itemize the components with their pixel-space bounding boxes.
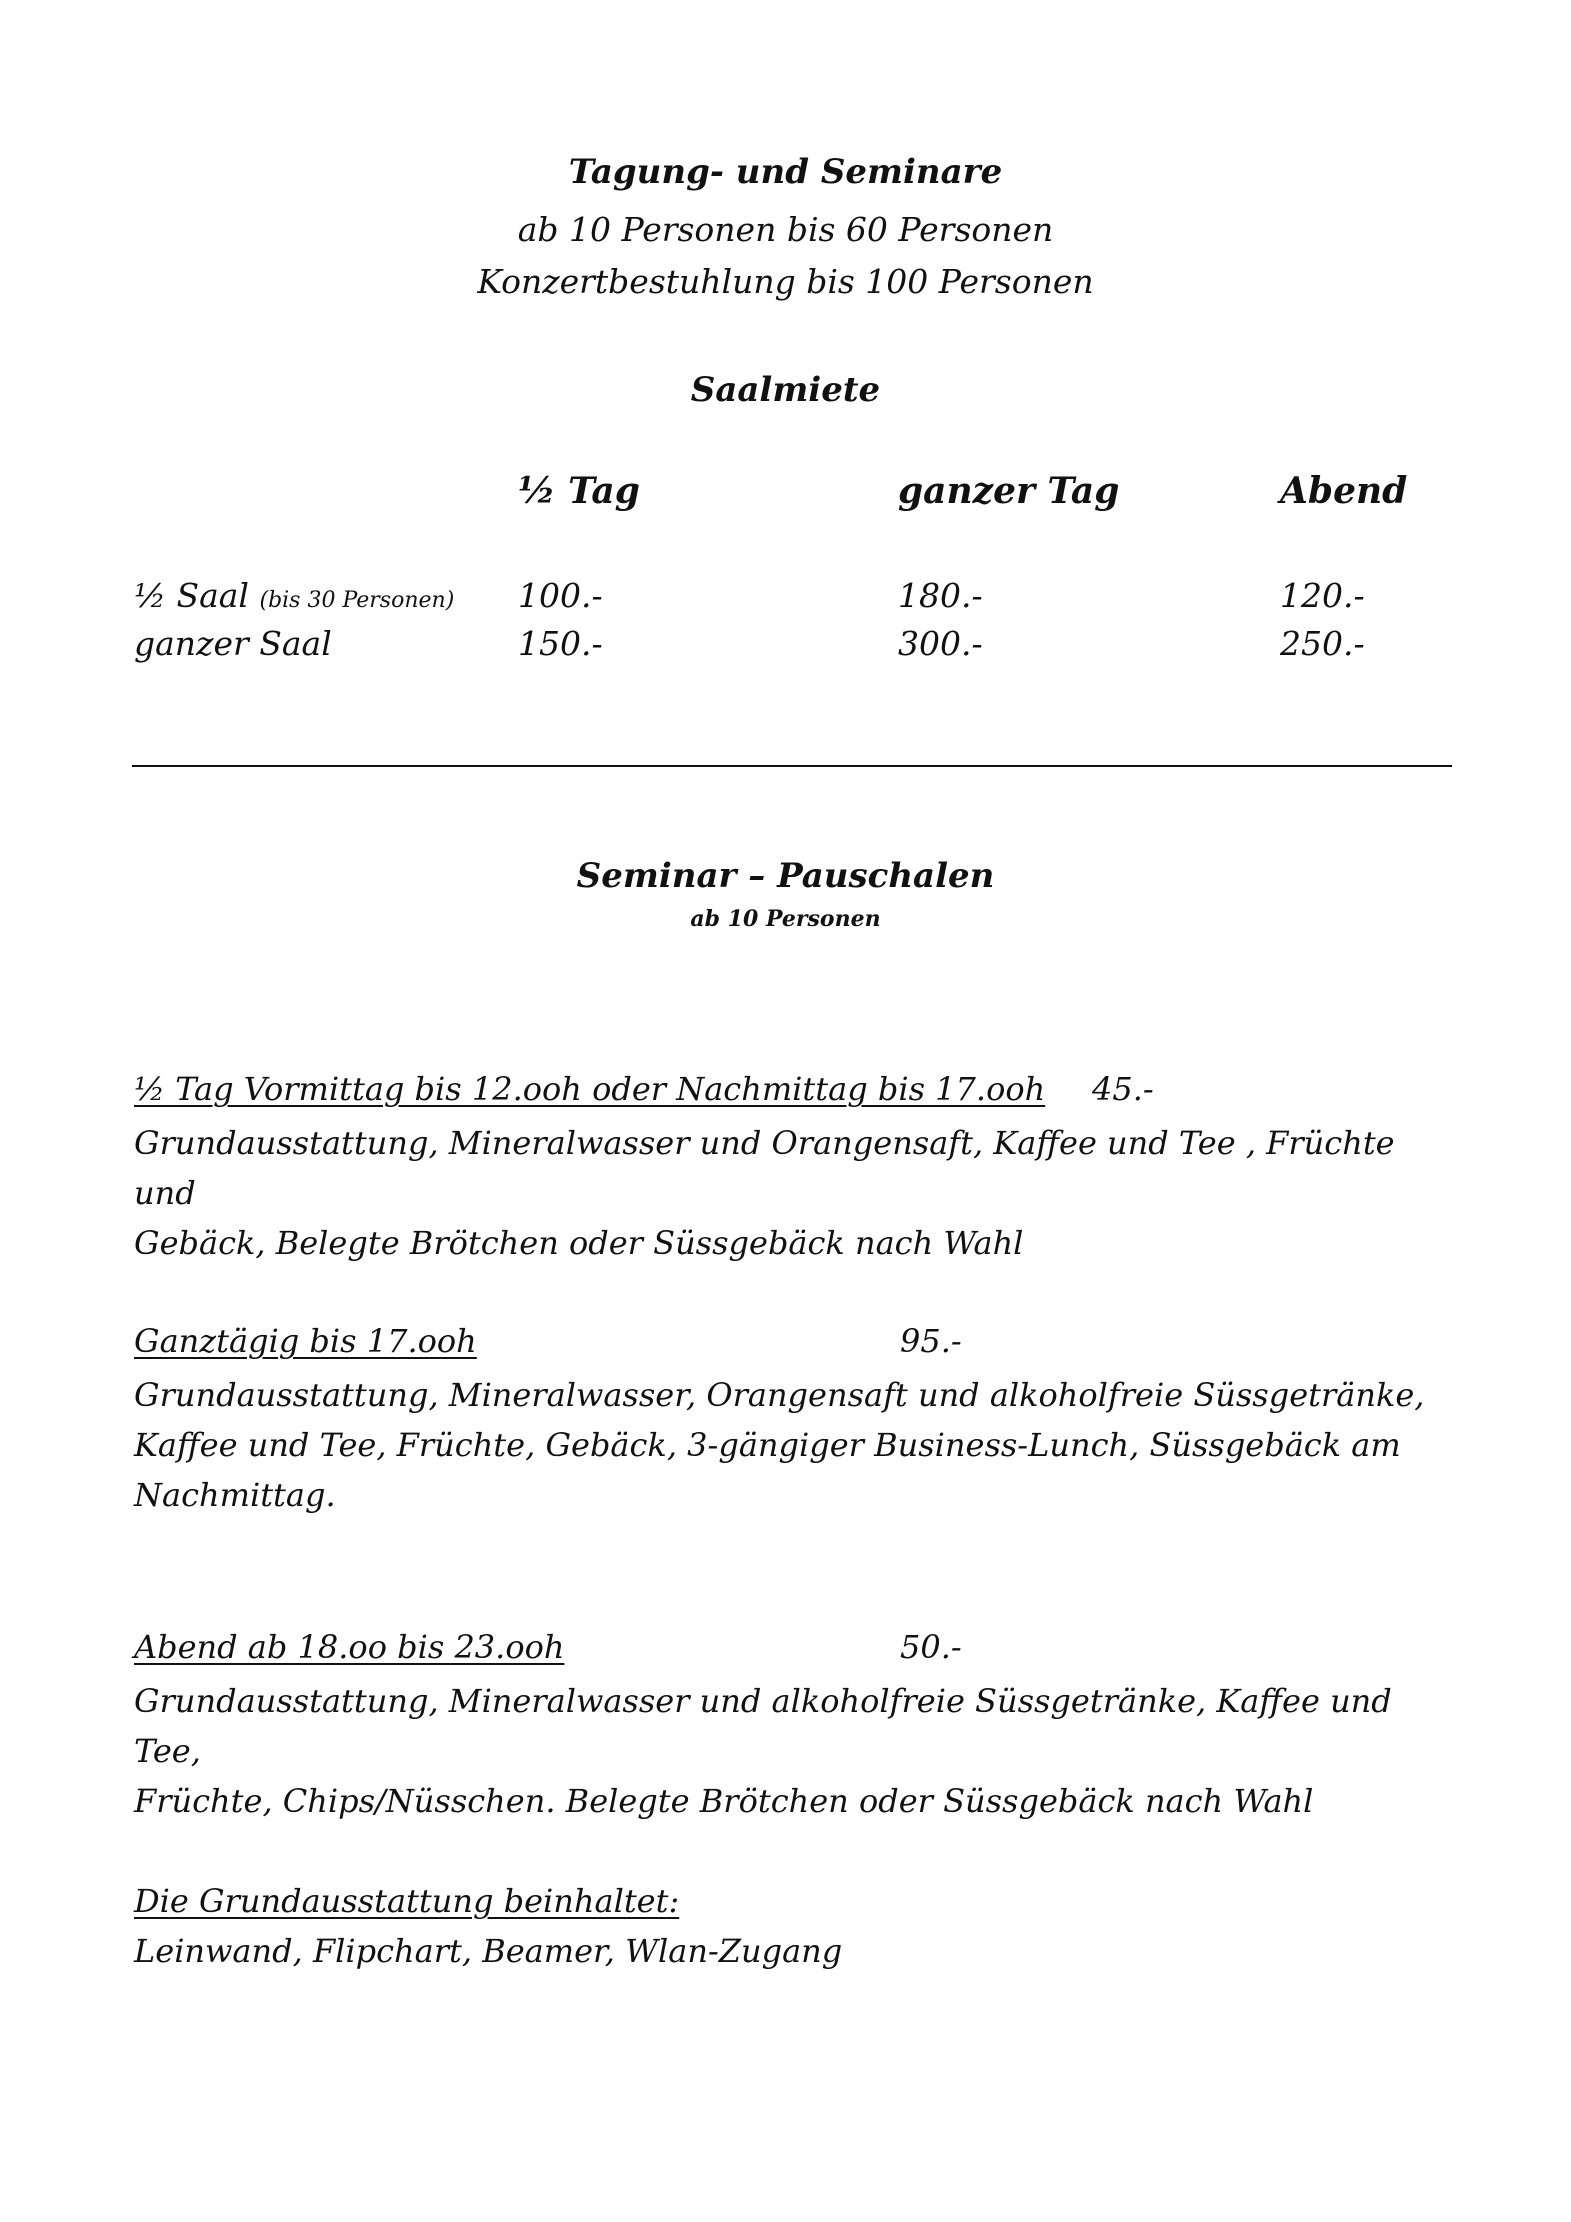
price-cell: 180.- [898,576,983,615]
price-cell: 250.- [1280,624,1365,663]
package-half-day-heading: ½ Tag Vormittag bis 12.ooh oder Nachmittag bis 17.ooh [134,1070,1046,1108]
capacity-line: ab 10 Personen bis 60 Personen [517,210,1054,249]
column-header-full-day: ganzer Tag [898,470,1120,512]
equipment-heading: Die Grundausstattung beinhaltet: [134,1882,680,1920]
row-label: ganzer Saal [134,624,332,663]
row-label: ½ Saal [134,576,249,615]
description-line: Nachmittag. [134,1476,336,1514]
description-line: Grundausstattung, Mineralwasser und alkoholfreie Süssgetränke, Kaffee und Tee, [134,1682,1392,1770]
concert-capacity-line: Konzertbestuhlung bis 100 Personen [477,262,1094,301]
section-divider [132,765,1452,767]
table-row [134,576,454,615]
equipment-list: Leinwand, Flipchart, Beamer, Wlan-Zugang [134,1932,843,1970]
saalmiete-title: Saalmiete [690,370,881,410]
pauschalen-subtitle: ab 10 Personen [690,906,881,932]
package-evening-heading: Abend ab 18.oo bis 23.ooh [134,1628,565,1666]
price-cell: 120.- [1280,576,1365,615]
price-cell: 150.- [518,624,603,663]
package-full-day-description [134,1370,1454,1520]
package-evening-price: 50.- [900,1628,962,1666]
pauschalen-title: Seminar – Pauschalen [576,856,995,896]
package-full-day-price: 95.- [900,1322,962,1360]
price-cell: 100.- [518,576,603,615]
package-evening-description [134,1676,1454,1826]
description-line: Grundausstattung, Mineralwasser und Orangensaft, Kaffee und Tee , Früchte und [134,1124,1395,1212]
description-line: Kaffee und Tee, Früchte, Gebäck, 3-gängiger Business-Lunch, Süssgebäck am [134,1426,1401,1464]
package-half-day-description [134,1118,1454,1268]
column-header-half-day: ½ Tag [518,470,640,512]
description-line: Früchte, Chips/Nüsschen. Belegte Brötchen oder Süssgebäck nach Wahl [134,1782,1314,1820]
row-note: (bis 30 Personen) [259,588,455,613]
page-title: Tagung- und Seminare [568,152,1003,192]
package-full-day-heading: Ganztägig bis 17.ooh [134,1322,477,1360]
package-half-day-price: 45.- [1092,1070,1154,1108]
table-row [134,624,332,663]
description-line: Grundausstattung, Mineralwasser, Orangensaft und alkoholfreie Süssgetränke, [134,1376,1425,1414]
description-line: Gebäck, Belegte Brötchen oder Süssgebäck nach Wahl [134,1224,1024,1262]
column-header-evening: Abend [1280,470,1408,512]
price-cell: 300.- [898,624,983,663]
